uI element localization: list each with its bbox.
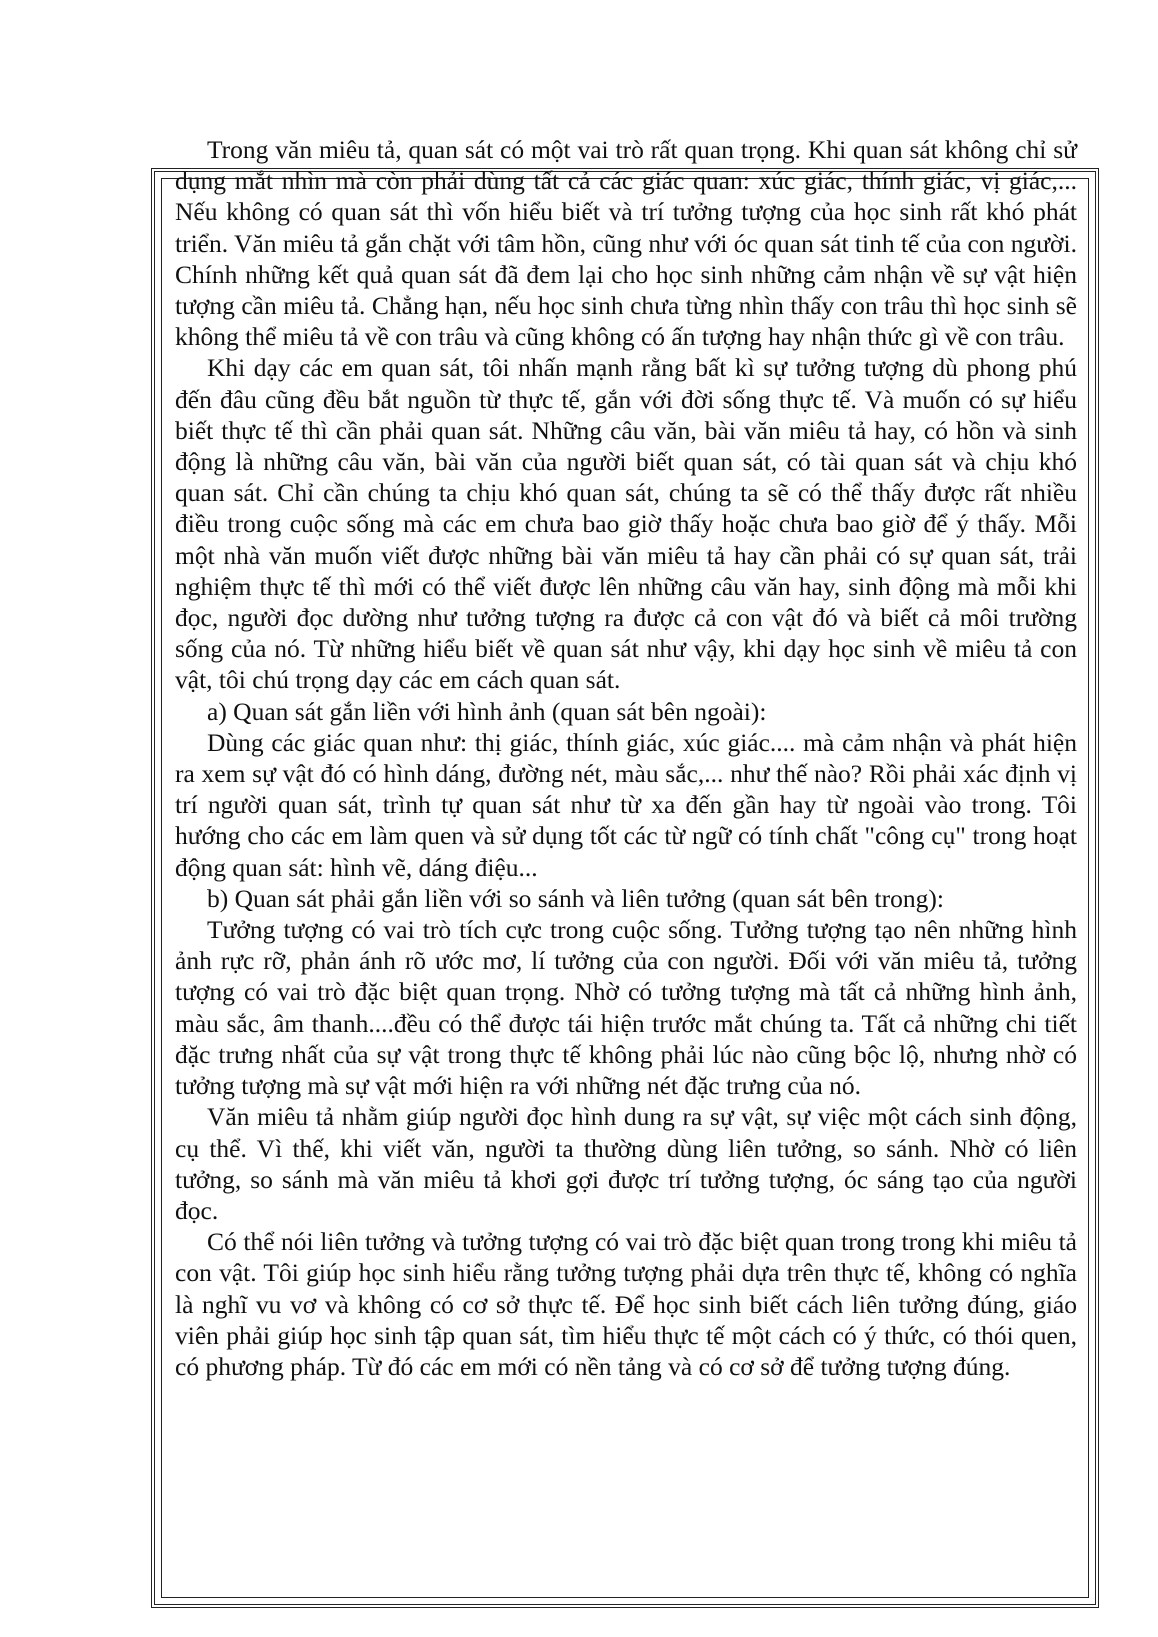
- document-body: [175, 134, 1077, 1382]
- paragraph-conclusion: Có thể nói liên tưởng và tưởng tượng có vai trò đặc biệt quan trong trong khi miêu tả con vật. Tôi giúp học sinh hiểu rằng tưởng tượng phải dựa trên thực tế, không có nghĩa là nghĩ vu vơ và không có cơ sở thực tế. Để học sinh biết cách liên tưởng đúng, giáo viên phải giúp học sinh tập quan sát, tìm hiểu thực tế một cách có ý thức, có thói quen, có phương pháp. Từ đó các em mới có nền tảng và có cơ sở để tưởng tượng đúng.: [175, 1227, 1077, 1381]
- paragraph-imagination: Tưởng tượng có vai trò tích cực trong cuộc sống. Tưởng tượng tạo nên những hình ảnh rực rỡ, phản ánh rõ ước mơ, lí tưởng của con người. Đối với văn miêu tả, tưởng tượng có vai trò đặc biệt quan trọng. Nhờ có tưởng tượng mà tất cả những hình ảnh, màu sắc, âm thanh....đều có thể được tái hiện trước mắt chúng ta. Tất cả những chi tiết đặc trưng nhất của sự vật trong thực tế không phải lúc nào cũng bộc lộ, nhưng nhờ có tưởng tượng mà sự vật mới hiện ra với những nét đặc trưng của nó.: [175, 915, 1077, 1101]
- heading-external-observation: a) Quan sát gắn liền với hình ảnh (quan sát bên ngoài):: [207, 696, 767, 726]
- paragraph-comparison: Văn miêu tả nhằm giúp người đọc hình dung ra sự vật, sự việc một cách sinh động, cụ thể. Vì thế, khi viết văn, người ta thường dùng liên tưởng, so sánh. Nhờ có liên tưởng, so sánh mà văn miêu tả khơi gợi được trí tưởng tượng, óc sáng tạo của người đọc.: [175, 1102, 1077, 1225]
- paragraph-teaching-observation: Khi dạy các em quan sát, tôi nhấn mạnh rằng bất kì sự tưởng tượng dù phong phú đến đâu cũng đều bắt nguồn từ thực tế, gắn với đời sống thực tế. Và muốn có sự hiểu biết thực tế thì cần phải quan sát. Những câu văn, bài văn miêu tả hay, có hồn và sinh động là những câu văn, bài văn của người biết quan sát, có tài quan sát và chịu khó quan sát. Chỉ cần chúng ta chịu khó quan sát, chúng ta sẽ có thể thấy được rất nhiều điều trong cuộc sống mà các em chưa bao giờ thấy hoặc chưa bao giờ để ý thấy. Mỗi một nhà văn muốn viết được những bài văn miêu tả hay cần phải có sự quan sát, trải nghiệm thực tế thì mới có thể viết được lên những câu văn hay, sinh động mà mỗi khi đọc, người đọc dường như tưởng tượng ra được cả con vật đó và biết cả môi trường sống của nó. Từ những hiểu biết về quan sát như vậy, khi dạy học sinh về miêu tả con vật, tôi chú trọng dạy các em cách quan sát.: [175, 353, 1077, 695]
- heading-internal-observation: b) Quan sát phải gắn liền với so sánh và liên tưởng (quan sát bên trong):: [207, 883, 944, 913]
- paragraph-intro: Trong văn miêu tả, quan sát có một vai trò rất quan trọng. Khi quan sát không chỉ sử dụng mắt nhìn mà còn phải dùng tất cả các giác quan: xúc giác, thính giác, vị giác,... Nếu không có quan sát thì vốn hiểu biết và trí tưởng tượng của học sinh rất khó phát triển. Văn miêu tả gắn chặt với tâm hồn, cũng như với óc quan sát tinh tế của con người. Chính những kết quả quan sát đã đem lại cho học sinh những cảm nhận về sự vật hiện tượng cần miêu tả. Chẳng hạn, nếu học sinh chưa từng nhìn thấy con trâu thì học sinh sẽ không thể miêu tả về con trâu và cũng không có ấn tượng hay nhận thức gì về con trâu.: [175, 135, 1077, 352]
- paragraph-senses: Dùng các giác quan như: thị giác, thính giác, xúc giác.... mà cảm nhận và phát hiện ra xem sự vật đó có hình dáng, đường nét, màu sắc,... như thế nào? Rồi phải xác định vị trí người quan sát, trình tự quan sát như từ xa đến gần hay từ ngoài vào trong. Tôi hướng cho các em làm quen và sử dụng tốt các từ ngữ có tính chất "công cụ" trong hoạt động quan sát: hình vẽ, dáng điệu...: [175, 727, 1077, 882]
